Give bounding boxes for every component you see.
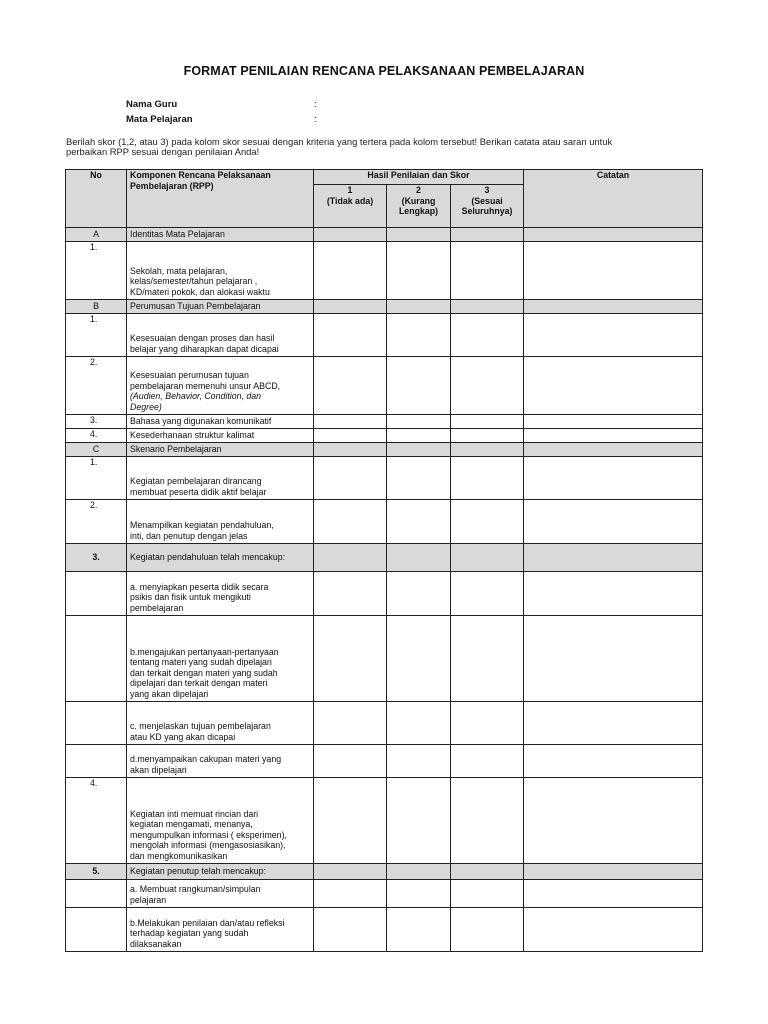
row-number: [66, 702, 127, 745]
score-2-cell[interactable]: [387, 415, 451, 429]
score-1-cell[interactable]: [314, 880, 387, 908]
score-1-cell[interactable]: [314, 429, 387, 443]
table-row: [66, 778, 703, 864]
score-2-cell[interactable]: [387, 357, 451, 415]
assessment-table: [65, 169, 703, 952]
row-number: 4.: [66, 429, 127, 443]
component-description: Bahasa yang digunakan komunikatif: [130, 415, 272, 426]
score-3-cell[interactable]: [451, 228, 524, 242]
component-description: Menampilkan kegiatan pendahuluan, inti, dan penutup dengan jelas: [130, 520, 274, 541]
score-2-cell[interactable]: [387, 300, 451, 314]
component-description: a. menyiapkan peserta didik secara psikis dan fisik untuk mengikuti pembelajaran: [130, 581, 269, 613]
table-row: [66, 415, 703, 429]
score-3-cell[interactable]: [451, 778, 524, 864]
header-score-3: 3 (Sesuai Seluruhnya): [451, 185, 524, 228]
score-3-cell[interactable]: [451, 457, 524, 500]
notes-cell[interactable]: [524, 228, 703, 242]
teacher-name-colon: :: [314, 99, 317, 110]
header-notes: Catatan: [524, 170, 703, 228]
component-text: [127, 457, 314, 500]
row-number: 3.: [66, 544, 127, 572]
table-row: [66, 500, 703, 544]
component-text: [127, 572, 314, 616]
table-row: [66, 702, 703, 745]
section-title: Identitas Mata Pelajaran: [127, 228, 314, 242]
notes-cell[interactable]: [524, 702, 703, 745]
score-3-cell[interactable]: [451, 544, 524, 572]
component-description: Kesesuaian dengan proses dan hasil belajar yang diharapkan dapat dicapai: [130, 333, 279, 354]
score-3-cell[interactable]: [451, 745, 524, 778]
table-row: [66, 242, 703, 300]
row-number: B: [66, 300, 127, 314]
component-text: [127, 880, 314, 908]
header-component: Komponen Rencana Pelaksanaan Pembelajaran (RPP): [127, 170, 314, 228]
notes-cell[interactable]: [524, 500, 703, 544]
score-1-cell[interactable]: [314, 242, 387, 300]
table-row: [66, 616, 703, 702]
section-title: Kegiatan pendahuluan telah mencakup:: [127, 544, 314, 572]
section-row: [66, 228, 703, 242]
component-text: [127, 357, 314, 415]
score-1-cell[interactable]: [314, 500, 387, 544]
component-description: d.menyampaikan cakupan materi yang akan dipelajari: [130, 754, 282, 775]
subject-label: Mata Pelajaran: [126, 114, 193, 125]
score-1-cell[interactable]: [314, 228, 387, 242]
score-1-cell[interactable]: [314, 415, 387, 429]
component-text: [127, 908, 314, 952]
component-description: Kegiatan inti memuat rincian dari kegiatan mengamati, menanya, mengumpulkan informasi ( eksperimen), mengolah informasi (mengasosiasikan), dan mengkomunikasikan: [130, 808, 287, 861]
table-row: [66, 457, 703, 500]
component-description-italic: (Audien, Behavior, Condition, dan Degree): [130, 391, 262, 412]
score-2-cell[interactable]: [387, 314, 451, 357]
score-3-cell[interactable]: [451, 864, 524, 880]
notes-cell[interactable]: [524, 357, 703, 415]
score-1-cell[interactable]: [314, 702, 387, 745]
row-number: C: [66, 443, 127, 457]
score-2-cell[interactable]: [387, 616, 451, 702]
score-2-cell[interactable]: [387, 544, 451, 572]
component-text: [127, 415, 314, 429]
score-3-cell[interactable]: [451, 300, 524, 314]
teacher-name-label: Nama Guru: [126, 99, 178, 110]
score-2-cell[interactable]: [387, 242, 451, 300]
table-row: [66, 880, 703, 908]
notes-cell[interactable]: [524, 908, 703, 952]
table-row: [66, 357, 703, 415]
notes-cell[interactable]: [524, 242, 703, 300]
score-3-cell[interactable]: [451, 908, 524, 952]
notes-cell[interactable]: [524, 745, 703, 778]
notes-cell[interactable]: [524, 778, 703, 864]
row-number: 1.: [66, 457, 127, 500]
notes-cell[interactable]: [524, 457, 703, 500]
row-number: [66, 880, 127, 908]
component-text: [127, 702, 314, 745]
header-result-group: Hasil Penilaian dan Skor: [314, 170, 524, 185]
component-text: [127, 500, 314, 544]
component-description: c. menjelaskan tujuan pembelajaran atau KD yang akan dicapai: [130, 721, 271, 742]
row-number: [66, 616, 127, 702]
section-row: [66, 443, 703, 457]
header-score-1: 1 (Tidak ada): [314, 185, 387, 228]
score-3-cell[interactable]: [451, 880, 524, 908]
row-number: 4.: [66, 778, 127, 864]
section-title: Perumusan Tujuan Pembelajaran: [127, 300, 314, 314]
score-1-cell[interactable]: [314, 778, 387, 864]
score-1-cell[interactable]: [314, 864, 387, 880]
table-row: [66, 429, 703, 443]
row-number: 2.: [66, 500, 127, 544]
score-1-cell[interactable]: [314, 357, 387, 415]
notes-cell[interactable]: [524, 544, 703, 572]
section-title: Kegiatan penutup telah mencakup:: [127, 864, 314, 880]
score-1-cell[interactable]: [314, 457, 387, 500]
component-text: [127, 745, 314, 778]
score-2-cell[interactable]: [387, 745, 451, 778]
score-1-cell[interactable]: [314, 572, 387, 616]
score-3-cell[interactable]: [451, 357, 524, 415]
score-2-cell[interactable]: [387, 228, 451, 242]
score-2-cell[interactable]: [387, 572, 451, 616]
table-row: [66, 314, 703, 357]
instructions-text: Berilah skor (1,2, atau 3) pada kolom skor sesuai dengan kriteria yang tertera pada kolom tersebut! Berikan catata atau saran untuk perbaikan RPP sesuai dengan penilaian Anda!: [66, 137, 613, 157]
document-title: FORMAT PENILAIAN RENCANA PELAKSANAAN PEMBELAJARAN: [183, 64, 585, 78]
score-2-cell[interactable]: [387, 778, 451, 864]
row-number: 1.: [66, 242, 127, 300]
score-1-cell[interactable]: [314, 745, 387, 778]
table-row: [66, 572, 703, 616]
subject-colon: :: [314, 114, 317, 125]
section-row: [66, 864, 703, 880]
score-3-cell[interactable]: [451, 314, 524, 357]
header-score-2: 2 (Kurang Lengkap): [387, 185, 451, 228]
score-2-cell[interactable]: [387, 457, 451, 500]
component-description: Kesederhanaan struktur kalimat: [130, 429, 255, 440]
component-text: [127, 429, 314, 443]
section-title: Skenario Pembelajaran: [127, 443, 314, 457]
notes-cell[interactable]: [524, 429, 703, 443]
row-number: 2.: [66, 357, 127, 415]
component-description: Kegiatan pembelajaran dirancang membuat peserta didik aktif belajar: [130, 476, 267, 497]
notes-cell[interactable]: [524, 864, 703, 880]
component-description: b.mengajukan pertanyaan-pertanyaan tentang materi yang sudah dipelajari dan terkait dengan materi yang sudah dipelajari dan terkait dengan materi yang akan dipelajari: [130, 646, 279, 699]
score-2-cell[interactable]: [387, 880, 451, 908]
notes-cell[interactable]: [524, 314, 703, 357]
component-text: [127, 616, 314, 702]
component-description: Kesesuaian perumusan tujuan pembelajaran memenuhi unsur ABCD,: [130, 370, 281, 391]
component-text: [127, 778, 314, 864]
row-number: [66, 572, 127, 616]
score-3-cell[interactable]: [451, 702, 524, 745]
score-2-cell[interactable]: [387, 908, 451, 952]
notes-cell[interactable]: [524, 443, 703, 457]
score-3-cell[interactable]: [451, 572, 524, 616]
score-1-cell[interactable]: [314, 544, 387, 572]
component-text: [127, 242, 314, 300]
notes-cell[interactable]: [524, 880, 703, 908]
score-3-cell[interactable]: [451, 500, 524, 544]
score-1-cell[interactable]: [314, 908, 387, 952]
notes-cell[interactable]: [524, 616, 703, 702]
score-1-cell[interactable]: [314, 443, 387, 457]
row-number: 3.: [66, 415, 127, 429]
notes-cell[interactable]: [524, 572, 703, 616]
row-number: 5.: [66, 864, 127, 880]
row-number: [66, 745, 127, 778]
score-1-cell[interactable]: [314, 300, 387, 314]
row-number: 1.: [66, 314, 127, 357]
component-description: Sekolah, mata pelajaran, kelas/semester/tahun pelajaran , KD/materi pokok, dan alokasi waktu: [130, 265, 270, 297]
notes-cell[interactable]: [524, 300, 703, 314]
component-description: b.Melakukan penilaian dan/atau refleksi terhadap kegiatan yang sudah dilaksanakan: [130, 917, 285, 949]
row-number: [66, 908, 127, 952]
score-3-cell[interactable]: [451, 429, 524, 443]
header-no: No: [66, 170, 127, 228]
table-row: [66, 745, 703, 778]
score-3-cell[interactable]: [451, 242, 524, 300]
score-1-cell[interactable]: [314, 616, 387, 702]
row-number: A: [66, 228, 127, 242]
score-2-cell[interactable]: [387, 443, 451, 457]
score-3-cell[interactable]: [451, 443, 524, 457]
score-3-cell[interactable]: [451, 415, 524, 429]
score-2-cell[interactable]: [387, 702, 451, 745]
score-2-cell[interactable]: [387, 864, 451, 880]
component-text: [127, 314, 314, 357]
score-2-cell[interactable]: [387, 429, 451, 443]
notes-cell[interactable]: [524, 415, 703, 429]
score-1-cell[interactable]: [314, 314, 387, 357]
score-2-cell[interactable]: [387, 500, 451, 544]
score-3-cell[interactable]: [451, 616, 524, 702]
section-row: [66, 300, 703, 314]
component-description: a. Membuat rangkuman/simpulan pelajaran: [130, 884, 261, 905]
section-row: [66, 544, 703, 572]
table-row: [66, 908, 703, 952]
